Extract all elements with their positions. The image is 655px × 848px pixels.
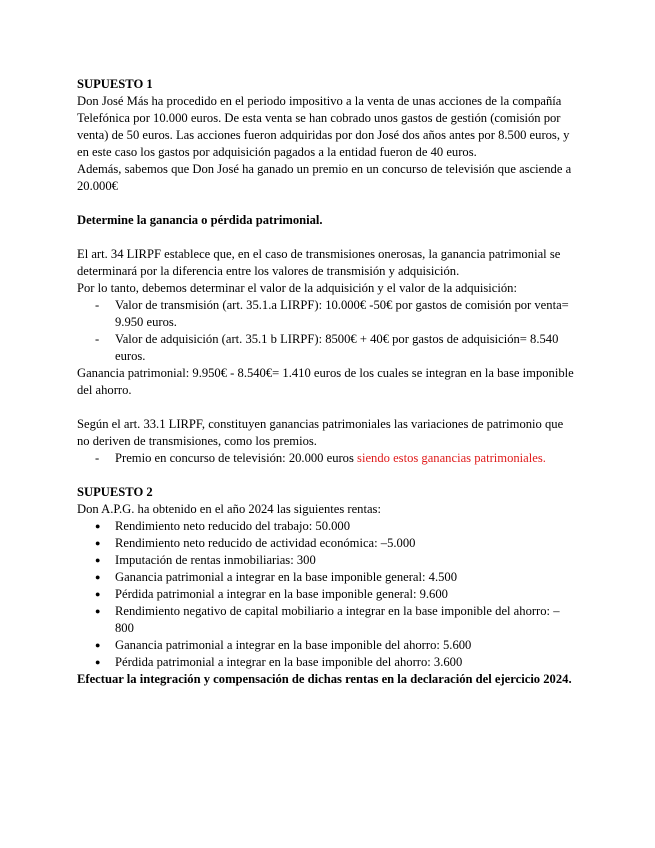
supuesto-1-question: Determine la ganancia o pérdida patrimonial. xyxy=(77,213,323,227)
supuesto-1-paragraph-1: El art. 34 LIRPF establece que, en el caso de transmisiones onerosas, la ganancia patrimonial se determinará por la diferencia entre los valores de transmisión y adquisición. xyxy=(77,247,561,278)
supuesto-1-paragraph-3: Según el art. 33.1 LIRPF, constituyen ganancias patrimoniales las variaciones de patrimonio que no deriven de transmisiones, como los premios. xyxy=(77,417,564,448)
supuesto-1-paragraph-2: Por lo tanto, debemos determinar el valor de la adquisición y el valor de la adquisición: xyxy=(77,281,517,295)
supuesto-1-intro: Don José Más ha procedido en el periodo impositivo a la venta de unas acciones de la compañía Telefónica por 10.000 euros. De esta venta se han cobrado unos gastos de gestión (comisión por venta) de 50 euros. Las acciones fueron adquiridas por don José dos años antes por 8.500 euros, y en este caso los gastos por adquisición pagados a la entidad fueron de 40 euros. xyxy=(77,94,570,159)
supuesto-1-title: SUPUESTO 1 xyxy=(77,77,153,91)
list-item: ● Imputación de rentas inmobiliarias: 300 xyxy=(77,552,577,569)
list-item: ● Ganancia patrimonial a integrar en la base imponible del ahorro: 5.600 xyxy=(77,637,577,654)
ganancia-patrimonial: Ganancia patrimonial: 9.950€ - 8.540€= 1.410 euros de los cuales se integran en la base imponible del ahorro. xyxy=(77,366,574,397)
list-item: ● Rendimiento neto reducido de actividad económica: –5.000 xyxy=(77,535,577,552)
list-item: ● Pérdida patrimonial a integrar en la base imponible general: 9.600 xyxy=(77,586,577,603)
list-item: ● Rendimiento negativo de capital mobiliario a integrar en la base imponible del ahorro: –800 xyxy=(77,603,577,637)
supuesto-2-title: SUPUESTO 2 xyxy=(77,485,153,499)
premio-list xyxy=(77,450,577,467)
document-page xyxy=(77,76,577,688)
rentas-list xyxy=(77,518,577,671)
supuesto-1-premio: Además, sabemos que Don José ha ganado un premio en un concurso de televisión que asciende a 20.000€ xyxy=(77,162,572,193)
supuesto-2-question: Efectuar la integración y compensación de dichas rentas en la declaración del ejercicio 2024. xyxy=(77,672,572,686)
supuesto-2-intro: Don A.P.G. ha obtenido en el año 2024 las siguientes rentas: xyxy=(77,502,381,516)
list-item: - Valor de adquisición (art. 35.1 b LIRPF): 8500€ + 40€ por gastos de adquisición= 8.540 euros. xyxy=(77,331,577,365)
premio-item-text: Premio en concurso de televisión: 20.000 euros xyxy=(115,451,354,465)
list-item: ● Ganancia patrimonial a integrar en la base imponible general: 4.500 xyxy=(77,569,577,586)
valuation-list xyxy=(77,297,577,365)
list-item: ● Rendimiento neto reducido del trabajo: 50.000 xyxy=(77,518,577,535)
list-item xyxy=(77,450,577,467)
list-item: - Valor de transmisión (art. 35.1.a LIRPF): 10.000€ -50€ por gastos de comisión por venta= 9.950 euros. xyxy=(77,297,577,331)
list-item: ● Pérdida patrimonial a integrar en la base imponible del ahorro: 3.600 xyxy=(77,654,577,671)
premio-note-highlight: siendo estos ganancias patrimoniales. xyxy=(357,451,546,465)
